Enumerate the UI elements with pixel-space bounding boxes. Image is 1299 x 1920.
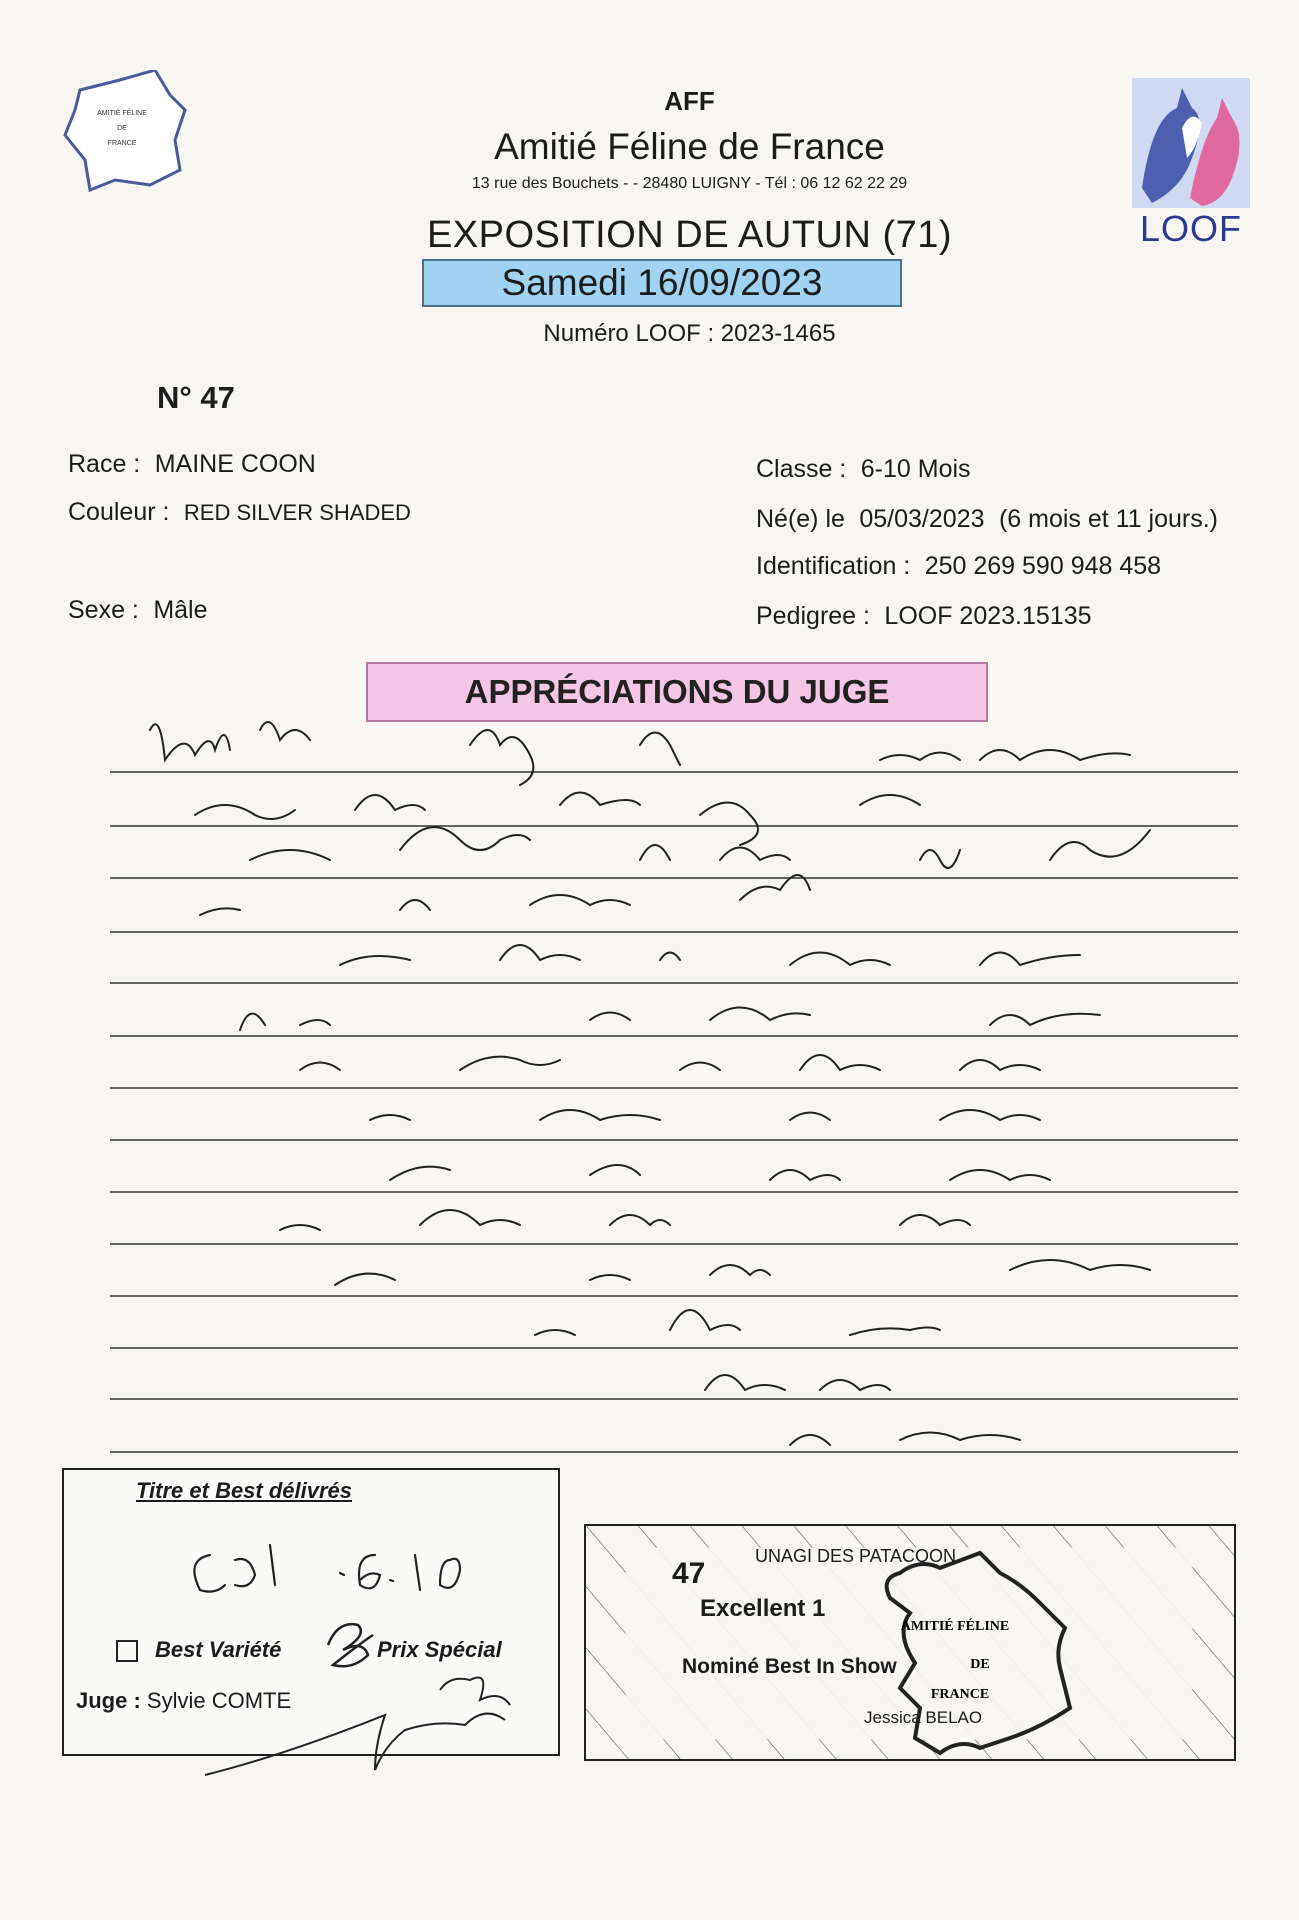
titre-best-label: Titre et Best délivrés: [136, 1478, 353, 1503]
org-name: Amitié Féline de France: [494, 126, 885, 167]
race-label: Race :: [68, 450, 141, 478]
seal-line2: DE: [970, 1657, 990, 1672]
pedigree-value: LOOF 2023.15135: [884, 602, 1092, 630]
sexe-row: [68, 596, 218, 625]
org-short-name: AFF: [664, 86, 715, 116]
age-value: (6 mois et 11 jours.): [998, 505, 1219, 533]
appreciations-title: APPRÉCIATIONS DU JUGE: [366, 662, 988, 722]
svg-text:DE: DE: [117, 125, 127, 132]
sexe-label: Sexe :: [68, 596, 139, 624]
aff-seal-stamp: [860, 1548, 1085, 1763]
race-value: MAINE COON: [154, 450, 316, 478]
org-address: 13 rue des Bouchets - - 28480 LUIGNY - Tél : 06 12 62 22 29: [471, 175, 908, 192]
classe-label: Classe :: [756, 455, 847, 483]
stamp-grade: Excellent 1: [700, 1595, 826, 1622]
handwritten-title-result: [180, 1535, 510, 1605]
stamp-person-name: Jessica BELAO: [864, 1708, 983, 1727]
couleur-label: Couleur :: [68, 498, 170, 526]
sexe-value: Mâle: [153, 596, 208, 624]
svg-text:AMITIÉ FÉLINE: AMITIÉ FÉLINE: [97, 110, 147, 117]
judge-signature: [200, 1665, 560, 1785]
seal-line3: FRANCE: [930, 1687, 990, 1702]
stamp-nomination: Nominé Best In Show: [682, 1655, 897, 1678]
seal-line1: AMITIÉ FÉLINE: [900, 1619, 1010, 1634]
identification-row: [756, 552, 1171, 581]
exposition-date: Samedi 16/09/2023: [422, 259, 902, 307]
stamp-cat-name: UNAGI DES PATACOON: [755, 1546, 957, 1566]
prix-special-label: Prix Spécial: [377, 1637, 502, 1662]
couleur-row: [68, 498, 421, 527]
best-variete-checkbox[interactable]: [116, 1640, 138, 1662]
juge-label: Juge :: [76, 1688, 141, 1713]
pedigree-label: Pedigree :: [756, 602, 870, 630]
pedigree-row: [756, 602, 1102, 631]
loof-wordmark: LOOF: [1139, 208, 1242, 249]
birthdate-value: 05/03/2023: [859, 505, 985, 533]
cat-number: N° 47: [157, 380, 235, 415]
identification-label: Identification :: [756, 552, 911, 580]
identification-value: 250 269 590 948 458: [924, 552, 1162, 580]
handwritten-comments: [150, 722, 1150, 1445]
classe-value: 6-10 Mois: [860, 455, 971, 483]
birthdate-row: [756, 505, 1228, 534]
svg-text:FRANCE: FRANCE: [107, 140, 137, 147]
juge-name: Sylvie COMTE: [146, 1688, 292, 1713]
loof-number: Numéro LOOF : 2023-1465: [543, 320, 836, 347]
stamp-cat-number: 47: [672, 1557, 706, 1590]
birthdate-label: Né(e) le: [756, 505, 845, 533]
prix-special-scribble: [318, 1615, 378, 1670]
best-variete-label: Best Variété: [155, 1637, 282, 1662]
classe-row: [756, 455, 981, 484]
race-row: [68, 450, 326, 479]
exposition-title: EXPOSITION DE AUTUN (71): [426, 214, 953, 256]
couleur-value: RED SILVER SHADED: [183, 500, 411, 525]
